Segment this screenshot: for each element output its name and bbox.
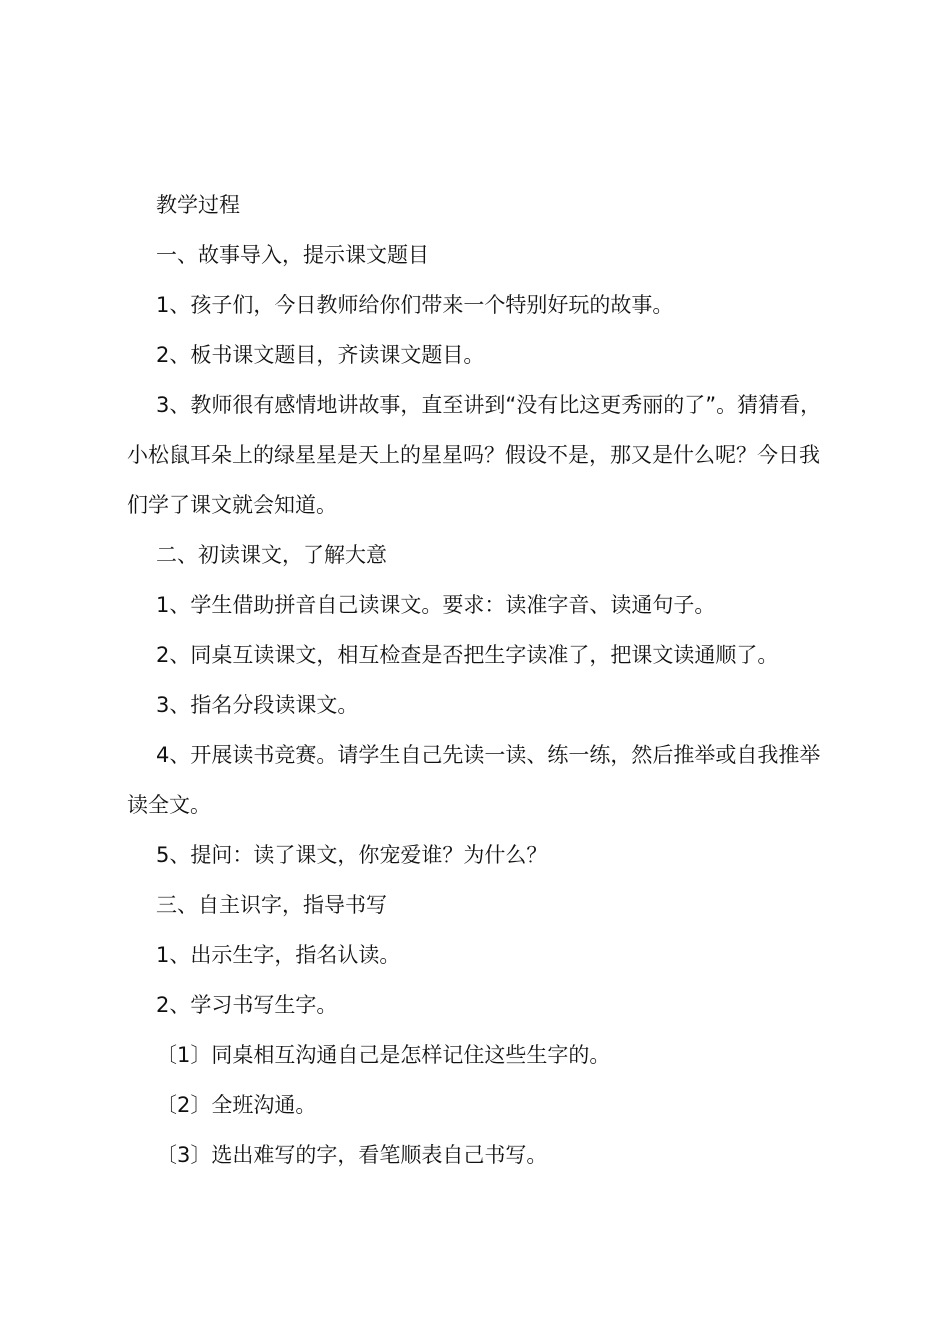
section-heading-3: 三、自主识字，指导书写: [156, 893, 387, 917]
paragraph: 1、出示生字，指名认读。: [156, 943, 401, 967]
sub-item: 〔2〕全班沟通。: [156, 1093, 317, 1117]
document-body: [127, 180, 833, 1180]
paragraph: 4、开展读书竞赛。请学生自己先读一读、练一练，然后推举或自我推举读全文。: [127, 743, 821, 817]
paragraph: 3、教师很有感情地讲故事，直至讲到“没有比这更秀丽的了”。猜猜看，小松鼠耳朵上的绿星星是天上的星星吗？假设不是，那又是什么呢？今日我们学了课文就会知道。: [127, 393, 822, 517]
paragraph: 2、同桌互读课文，相互检查是否把生字读准了，把课文读通顺了。: [156, 643, 779, 667]
paragraph: 2、板书课文题目，齐读课文题目。: [156, 343, 485, 367]
paragraph: 3、指名分段读课文。: [156, 693, 359, 717]
sub-item: 〔3〕选出难写的字，看笔顺表自己书写。: [156, 1143, 548, 1167]
paragraph: 2、学习书写生字。: [156, 993, 338, 1017]
paragraph: 1、孩子们，今日教师给你们带来一个特别好玩的故事。: [156, 293, 674, 317]
section-heading-2: 二、初读课文，了解大意: [156, 543, 387, 567]
section-heading-1: 一、故事导入，提示课文题目: [156, 243, 429, 267]
section-title: 教学过程: [156, 193, 240, 217]
paragraph: 1、学生借助拼音自己读课文。要求：读准字音、读通句子。: [156, 593, 716, 617]
paragraph: 5、提问：读了课文，你宠爱谁？为什么？: [156, 843, 548, 867]
sub-item: 〔1〕同桌相互沟通自己是怎样记住这些生字的。: [156, 1043, 611, 1067]
